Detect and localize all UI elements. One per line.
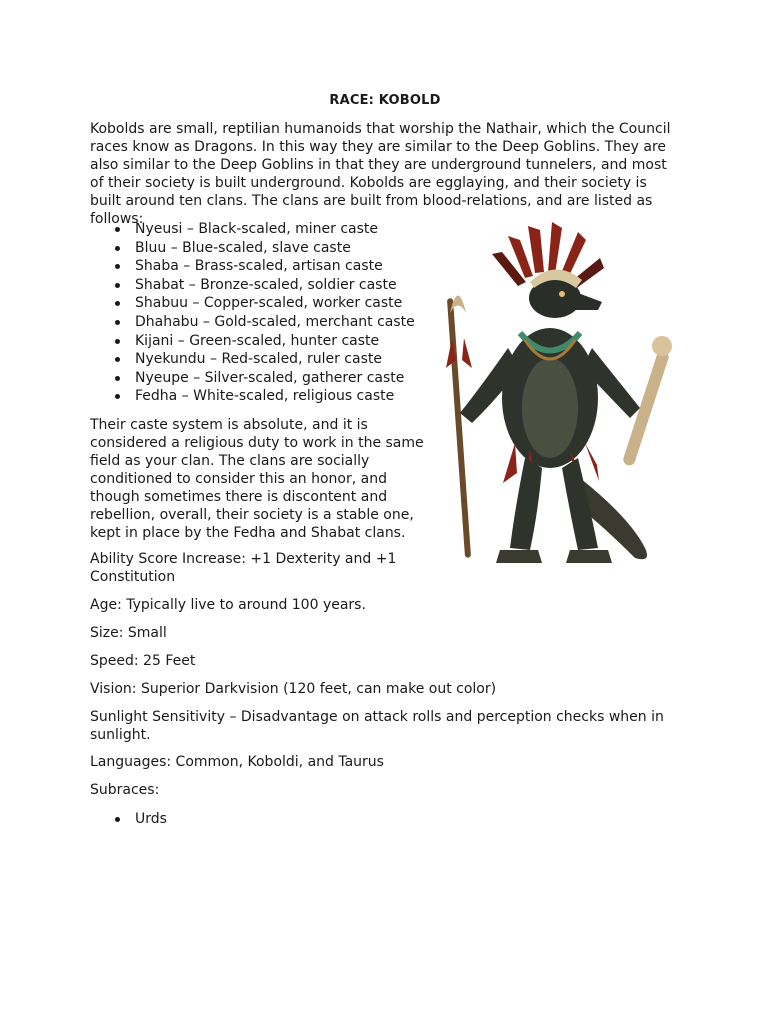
list-item: Shabat – Bronze-scaled, soldier caste <box>90 276 430 295</box>
subrace-list <box>90 810 167 828</box>
list-item: Bluu – Blue-scaled, slave caste <box>90 239 430 258</box>
list-item: Shaba – Brass-scaled, artisan caste <box>90 257 430 276</box>
age-line: Age: Typically live to around 100 years. <box>90 597 366 613</box>
list-item: Nyeupe – Silver-scaled, gatherer caste <box>90 369 430 388</box>
kobold-illustration <box>430 218 680 578</box>
speed-line: Speed: 25 Feet <box>90 653 196 669</box>
vision-line: Vision: Superior Darkvision (120 feet, can make out color) <box>90 681 497 697</box>
list-item: Nyeusi – Black-scaled, miner caste <box>90 220 430 239</box>
list-item: Nyekundu – Red-scaled, ruler caste <box>90 350 430 369</box>
list-item: Kijani – Green-scaled, hunter caste <box>90 332 430 351</box>
caste-list <box>90 220 430 406</box>
languages-line: Languages: Common, Koboldi, and Taurus <box>90 754 384 770</box>
list-item: Shabuu – Copper-scaled, worker caste <box>90 294 430 313</box>
sunlight-line: Sunlight Sensitivity – Disadvantage on attack rolls and perception checks when in sunlight. <box>90 709 664 743</box>
caste-paragraph: Their caste system is absolute, and it is considered a religious duty to work in the same field as your clan. The clans are socially conditioned to consider this an honor, and though sometimes there is discontent and rebellion, overall, their society is a stable one, kept in place by the Fedha and Shabat clans. <box>90 417 424 541</box>
page-title: RACE: KOBOLD <box>329 93 441 108</box>
list-item: Dhahabu – Gold-scaled, merchant caste <box>90 313 430 332</box>
intro-paragraph: Kobolds are small, reptilian humanoids that worship the Nathair, which the Council races know as Dragons. In this way they are similar to the Deep Goblins. They are also similar to the Deep Goblins in that they are underground tunnelers, and most of their society is built underground. Kobolds are egglaying, and their society is built around ten clans. The clans are built from blood-relations, and are listed as follows: <box>90 121 671 227</box>
list-item: Urds <box>90 810 167 828</box>
subraces-label: Subraces: <box>90 782 160 798</box>
list-item: Fedha – White-scaled, religious caste <box>90 387 430 406</box>
size-line: Size: Small <box>90 625 167 641</box>
ability-score-line: Ability Score Increase: +1 Dexterity and +1 Constitution <box>90 551 397 585</box>
